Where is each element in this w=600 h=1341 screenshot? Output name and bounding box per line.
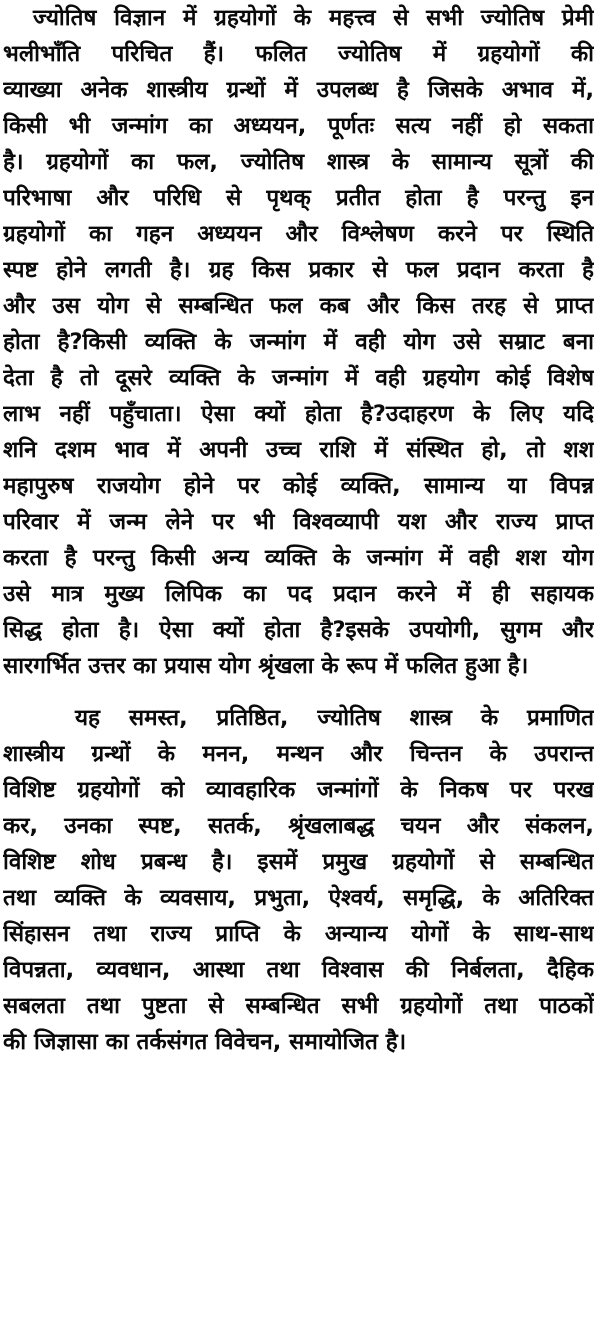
text-line: उसे मात्र मुख्य लिपिक का पद प्रदान करने में ही सहायक — [3, 581, 594, 607]
text-line: सिंहासन तथा राज्य प्राप्ति के अन्यान्य योगों के साथ-साथ — [3, 921, 594, 947]
text-line: और उस योग से सम्बन्धित फल कब और किस तरह से प्राप्त — [3, 293, 594, 319]
text-line: सारगर्भित उत्तर का प्रयास योग श्रृंखला के रूप में फलित हुआ है। — [3, 653, 529, 679]
text-line: व्याख्या अनेक शास्त्रीय ग्रन्थों में उपलब्ध है जिसके अभाव में, — [3, 77, 594, 103]
text-line: करता है परन्तु किसी अन्य व्यक्ति के जन्मांग में वही शश योग — [3, 545, 594, 571]
paragraph-2 — [3, 700, 594, 1060]
text-line: किसी भी जन्मांग का अध्ययन, पूर्णतः सत्य नहीं हो सकता — [3, 113, 594, 139]
text-line: लाभ नहीं पहुँचाता। ऐसा क्यों होता है?उदाहरण के लिए यदि — [3, 401, 594, 427]
text-line: की जिज्ञासा का तर्कसंगत विवेचन, समायोजित है। — [3, 1029, 407, 1055]
text-line: होता है?किसी व्यक्ति के जन्मांग में वही योग उसे सम्राट बना — [3, 329, 594, 355]
text-line: भलीभाँति परिचित हैं। फलित ज्योतिष में ग्रहयोगों की — [3, 41, 594, 67]
text-line: ज्योतिष विज्ञान में ग्रहयोगों के महत्त्व से सभी ज्योतिष प्रेमी — [33, 5, 594, 31]
text-line: विशिष्ट ग्रहयोगों को व्यावहारिक जन्मांगों के निकष पर परख — [3, 777, 594, 803]
text-line: सबलता तथा पुष्टता से सम्बन्धित सभी ग्रहयोगों तथा पाठकों — [3, 993, 594, 1019]
text-line: यह समस्त, प्रतिष्ठित, ज्योतिष शास्त्र के प्रमाणित — [75, 705, 594, 731]
paragraph-1 — [3, 0, 594, 684]
text-line: सिद्ध होता है। ऐसा क्यों होता है?इसके उपयोगी, सुगम और — [3, 617, 594, 643]
text-line: है। ग्रहयोगों का फल, ज्योतिष शास्त्र के सामान्य सूत्रों की — [3, 149, 594, 175]
text-line: कर, उनका स्पष्ट, सतर्क, श्रृंखलाबद्ध चयन और संकलन, — [3, 813, 594, 839]
text-line: स्पष्ट होने लगती है। ग्रह किस प्रकार से फल प्रदान करता है — [3, 257, 594, 283]
text-line: तथा व्यक्ति के व्यवसाय, प्रभुता, ऐश्वर्य, समृद्धि, के अतिरिक्त — [3, 885, 594, 911]
text-line: विपन्नता, व्यवधान, आस्था तथा विश्वास की निर्बलता, दैहिक — [3, 957, 594, 983]
text-line: महापुरुष राजयोग होने पर कोई व्यक्ति, सामान्य या विपन्न — [3, 473, 594, 499]
text-line: परिभाषा और परिधि से पृथक् प्रतीत होता है परन्तु इन — [3, 185, 594, 211]
text-line: देता है तो दूसरे व्यक्ति के जन्मांग में वही ग्रहयोग कोई विशेष — [3, 365, 594, 391]
text-line: शनि दशम भाव में अपनी उच्च राशि में संस्थित हो, तो शश — [3, 437, 594, 463]
text-line: विशिष्ट शोध प्रबन्ध है। इसमें प्रमुख ग्रहयोगों से सम्बन्धित — [3, 849, 594, 875]
text-line: ग्रहयोगों का गहन अध्ययन और विश्लेषण करने पर स्थिति — [3, 221, 594, 247]
text-line: परिवार में जन्म लेने पर भी विश्वव्यापी यश और राज्य प्राप्त — [3, 509, 594, 535]
text-line: शास्त्रीय ग्रन्थों के मनन, मन्थन और चिन्तन के उपरान्त — [3, 741, 594, 767]
